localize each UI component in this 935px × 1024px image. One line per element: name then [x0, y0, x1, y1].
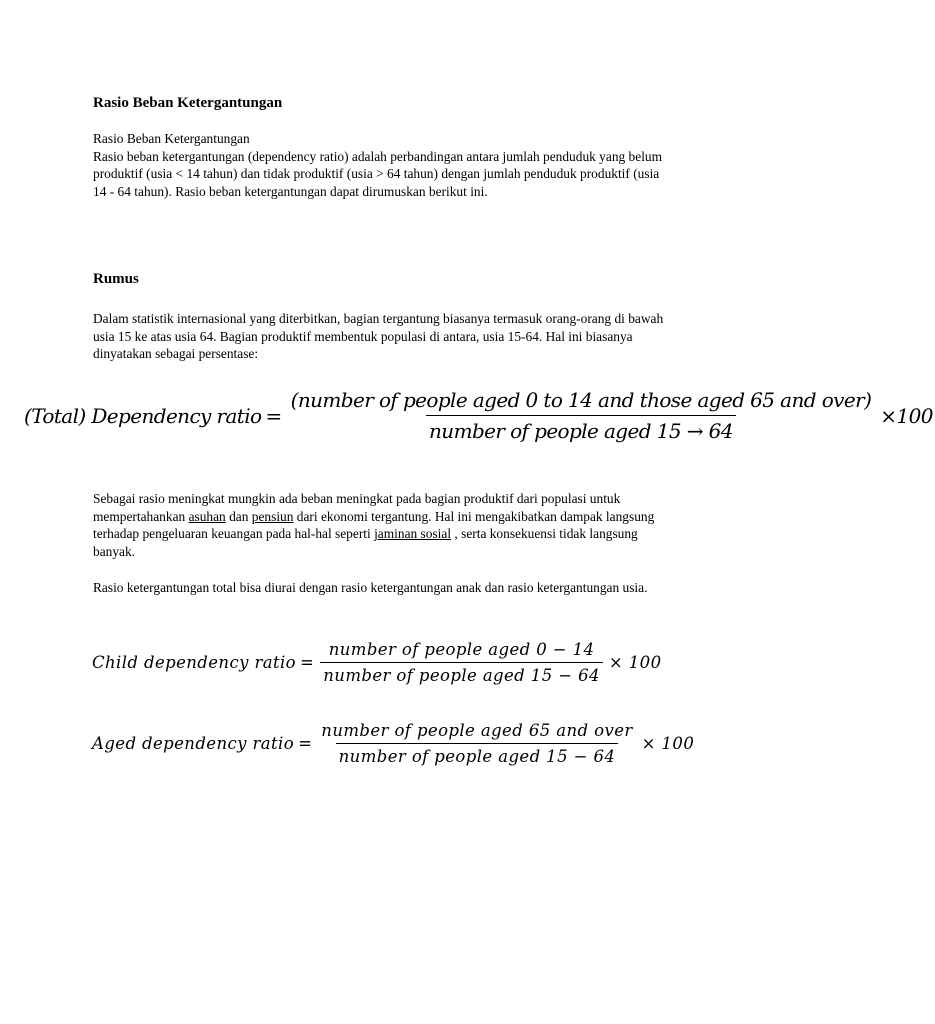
aged-formula-lhs: Aged dependency ratio [92, 734, 295, 753]
intro-subtitle: Rasio Beban Ketergantungan [93, 131, 250, 146]
intro-body: Rasio beban ketergantungan (dependency ratio) adalah perbandingan antara jumlah penduduk yang belum produktif (usia < 14 tahun) dan tidak produktif (usia > 64 tahun) dengan jumlah penduduk produktif (usia 14 - 64 tahun). Rasio beban ketergantungan dapat dirumuskan berikut ini. [93, 148, 663, 199]
rumus-paragraph: Dalam statistik internasional yang diterbitkan, bagian tergantung biasanya termasuk orang-orang di bawah usia 15 ke atas usia 64. Bagian produktif membentuk populasi di antara, usia 15-64. Hal ini biasanya dinyatakan sebagai persentase: [93, 311, 664, 362]
total-formula-lhs: (Total) Dependency ratio [24, 403, 262, 428]
child-formula-lhs: Child dependency ratio [92, 653, 297, 672]
aged-formula-multiplier: × 100 [641, 734, 695, 753]
aged-formula-numerator: number of people aged 65 and over [321, 721, 633, 740]
section-heading-rumus: Rumus [93, 271, 139, 287]
document-title: Rasio Beban Ketergantungan [93, 95, 283, 111]
link-pensiun[interactable]: pensiun [251, 508, 294, 524]
aged-formula-fraction [318, 721, 635, 766]
child-formula-multiplier: × 100 [608, 653, 662, 672]
child-formula-numerator: number of people aged 0 − 14 [328, 640, 595, 659]
decomposition-paragraph: Rasio ketergantungan total bisa diurai dengan rasio ketergantungan anak dan rasio ketergantungan usia. [93, 580, 648, 595]
child-formula-fraction [320, 640, 603, 685]
total-formula-multiplier: ×100 [880, 403, 933, 428]
total-formula-numerator: (number of people aged 0 to 14 and those aged 65 and over) [290, 388, 872, 412]
child-formula-denominator: number of people aged 15 − 64 [320, 662, 603, 685]
total-dependency-formula [22, 388, 935, 443]
aged-formula-denominator: number of people aged 15 − 64 [336, 743, 619, 766]
total-formula-equals: = [265, 403, 282, 428]
child-formula-equals: = [300, 653, 315, 672]
para3-text-3: dari ekonomi tergantung. Hal ini mengakibatkan dampak langsung terhadap pengeluaran keuangan pada hal-hal seperti [93, 508, 655, 542]
total-formula-denominator: number of people aged 15 → 64 [426, 415, 736, 443]
link-jaminan-sosial[interactable]: jaminan sosial [374, 526, 452, 542]
aged-dependency-formula [90, 721, 696, 766]
child-dependency-formula [90, 640, 663, 685]
para3-text-4: , serta konsekuensi tidak langsung banyak. [93, 526, 638, 559]
intro-paragraph [93, 130, 665, 200]
link-asuhan[interactable]: asuhan [188, 508, 226, 524]
aged-formula-equals: = [298, 734, 313, 753]
consequence-paragraph [93, 490, 665, 560]
para3-text-1: Sebagai rasio meningkat mungkin ada beban meningkat pada bagian produktif dari populasi untuk mempertahankan [93, 491, 621, 524]
total-formula-fraction [288, 388, 875, 443]
para3-text-2: dan [225, 508, 252, 524]
